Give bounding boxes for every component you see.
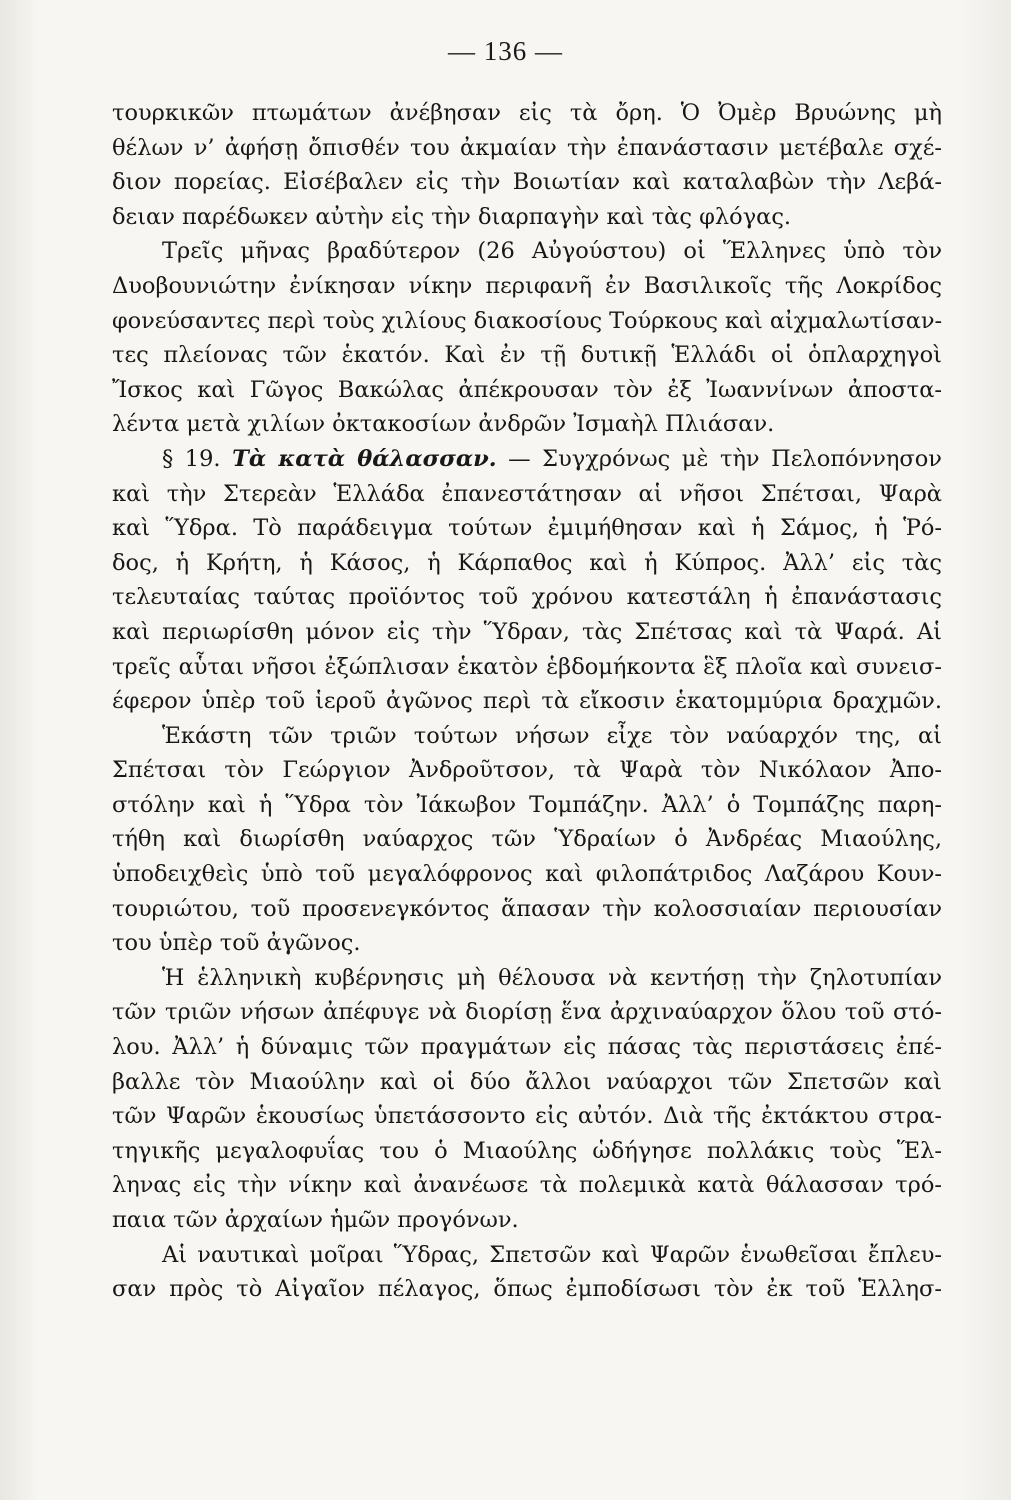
text-line [112,442,942,477]
text-line: τήθη καὶ διωρίσθη ναύαρχος τῶν Ὑδραίων ὁ Ἀνδρέας Μιαούλης, [112,826,942,853]
section-number: § 19. [162,445,233,472]
text-line: λέντα μετὰ χιλίων ὀκτακοσίων ἀνδρῶν Ἰσμαὴλ Πλιάσαν. [112,411,775,438]
text-line: δειαν παρέδωκεν αὐτὴν εἰς τὴν διαρπαγὴν καὶ τὰς φλόγας. [112,203,792,230]
text-line: Ἡ ἑλληνικὴ κυβέρνησις μὴ θέλουσα νὰ κεντήσῃ τὴν ζηλοτυπίαν [162,964,942,991]
text-line: φονεύσαντες περὶ τοὺς χιλίους διακοσίους Τούρκους καὶ αἰχμαλωτίσαν- [112,307,942,334]
text-line: τηγικῆς μεγαλοφυΐας του ὁ Μιαούλης ὡδήγησε πολλάκις τοὺς Ἕλ- [112,1137,942,1164]
body-text [112,96,942,1307]
text-line: παια τῶν ἀρχαίων ἡμῶν προγόνων. [112,1207,519,1233]
text-line: θέλων ν’ ἀφήσῃ ὄπισθέν του ἀκμαίαν τὴν ἐπανάστασιν μετέβαλε σχέ- [112,134,942,161]
text-line: Δυοβουνιώτην ἐνίκησαν νίκην περιφανῆ ἐν Βασιλικοῖς τῆς Λοκρίδος [112,272,942,299]
text-line: τες πλείονας τῶν ἑκατόν. Καὶ ἐν τῇ δυτικῇ Ἑλλάδι οἱ ὁπλαρχηγοὶ [112,342,942,369]
text-line: τῶν τριῶν νήσων ἀπέφυγε νὰ διορίσῃ ἕνα ἀρχιναύαρχον ὅλου τοῦ στό- [112,999,942,1026]
text-line: Ἴσκος καὶ Γῶγος Βακώλας ἀπέκρουσαν τὸν ἐξ Ἰωαννίνων ἀποστα- [112,376,942,403]
text-line: ὑποδειχθεὶς ὑπὸ τοῦ μεγαλόφρονος καὶ φιλοπάτριδος Λαζάρου Κουν- [112,861,942,888]
text-line: τῶν Ψαρῶν ἑκουσίως ὑπετάσσοντο εἰς αὐτόν. Διὰ τῆς ἐκτάκτου στρα- [112,1103,942,1130]
text-line: τουριώτου, τοῦ προσενεγκόντος ἅπασαν τὴν κολοσσιαίαν περιουσίαν [112,895,942,922]
text-line: στόλην καὶ ἡ Ὕδρα τὸν Ἰάκωβον Τομπάζην. Ἀλλ’ ὁ Τομπάζης παρη- [112,791,942,818]
page-number: — 136 — [448,36,563,66]
text-line: τελευταίας ταύτας προϊόντος τοῦ χρόνου κατεστάλη ἡ ἐπανάστασις [112,584,942,611]
text-line: τουρκικῶν πτωμάτων ἀνέβησαν εἰς τὰ ὄρη. Ὁ Ὀμὲρ Βρυώνης μὴ [112,100,942,126]
text-line: διον πορείας. Εἰσέβαλεν εἰς τὴν Βοιωτίαν καὶ καταλαβὼν τὴν Λεβά- [112,169,942,196]
section-text: — Συγχρόνως μὲ τὴν Πελοπόννησον [496,445,942,472]
text-line: βαλλε τὸν Μιαούλην καὶ οἱ δύο ἄλλοι ναύαρχοι τῶν Σπετσῶν καὶ [112,1068,942,1095]
text-line: τρεῖς αὗται νῆσοι ἐξώπλισαν ἑκατὸν ἑβδομήκοντα ἓξ πλοῖα καὶ συνεισ- [112,653,942,680]
text-line: καὶ τὴν Στερεὰν Ἑλλάδα ἐπανεστάτησαν αἱ νῆσοι Σπέτσαι, Ψαρὰ [112,480,942,507]
text-line: καὶ περιωρίσθη μόνον εἰς τὴν Ὕδραν, τὰς Σπέτσας καὶ τὰ Ψαρά. Αἱ [112,618,942,645]
text-line: Τρεῖς μῆνας βραδύτερον (26 Αὐγούστου) οἱ Ἕλληνες ὑπὸ τὸν [162,238,942,265]
text-line: Ἑκάστη τῶν τριῶν τούτων νήσων εἶχε τὸν ναύαρχόν της, αἱ [162,722,942,749]
text-line: του ὑπὲρ τοῦ ἀγῶνος. [112,930,361,957]
text-line: σαν πρὸς τὸ Αἰγαῖον πέλαγος, ὅπως ἐμποδίσωσι τὸν ἐκ τοῦ Ἑλλησ- [112,1276,942,1303]
text-line: Αἱ ναυτικαὶ μοῖραι Ὕδρας, Σπετσῶν καὶ Ψαρῶν ἑνωθεῖσαι ἔπλευ- [162,1241,942,1268]
text-line: λου. Ἀλλ’ ἡ δύναμις τῶν πραγμάτων εἰς πάσας τὰς περιστάσεις ἐπέ- [112,1034,942,1061]
section-title: Τὰ κατὰ θάλασσαν. [232,445,497,472]
text-line: καὶ Ὕδρα. Τὸ παράδειγμα τούτων ἐμιμήθησαν καὶ ἡ Σάμος, ἡ Ῥό- [112,515,942,542]
text-line: ληνας εἰς τὴν νίκην καὶ ἀνανέωσε τὰ πολεμικὰ κατὰ θάλασσαν τρό- [112,1172,942,1199]
text-line: έφερον ὑπὲρ τοῦ ἱεροῦ ἀγῶνος περὶ τὰ εἴκοσιν ἑκατομμύρια δραχμῶν. [112,688,942,715]
text-line: δος, ἡ Κρήτη, ἡ Κάσος, ἡ Κάρπαθος καὶ ἡ Κύπρος. Ἀλλ’ εἰς τὰς [112,549,942,576]
text-line: Σπέτσαι τὸν Γεώργιον Ἀνδροῦτσον, τὰ Ψαρὰ τὸν Νικόλαον Ἀπο- [112,757,942,784]
